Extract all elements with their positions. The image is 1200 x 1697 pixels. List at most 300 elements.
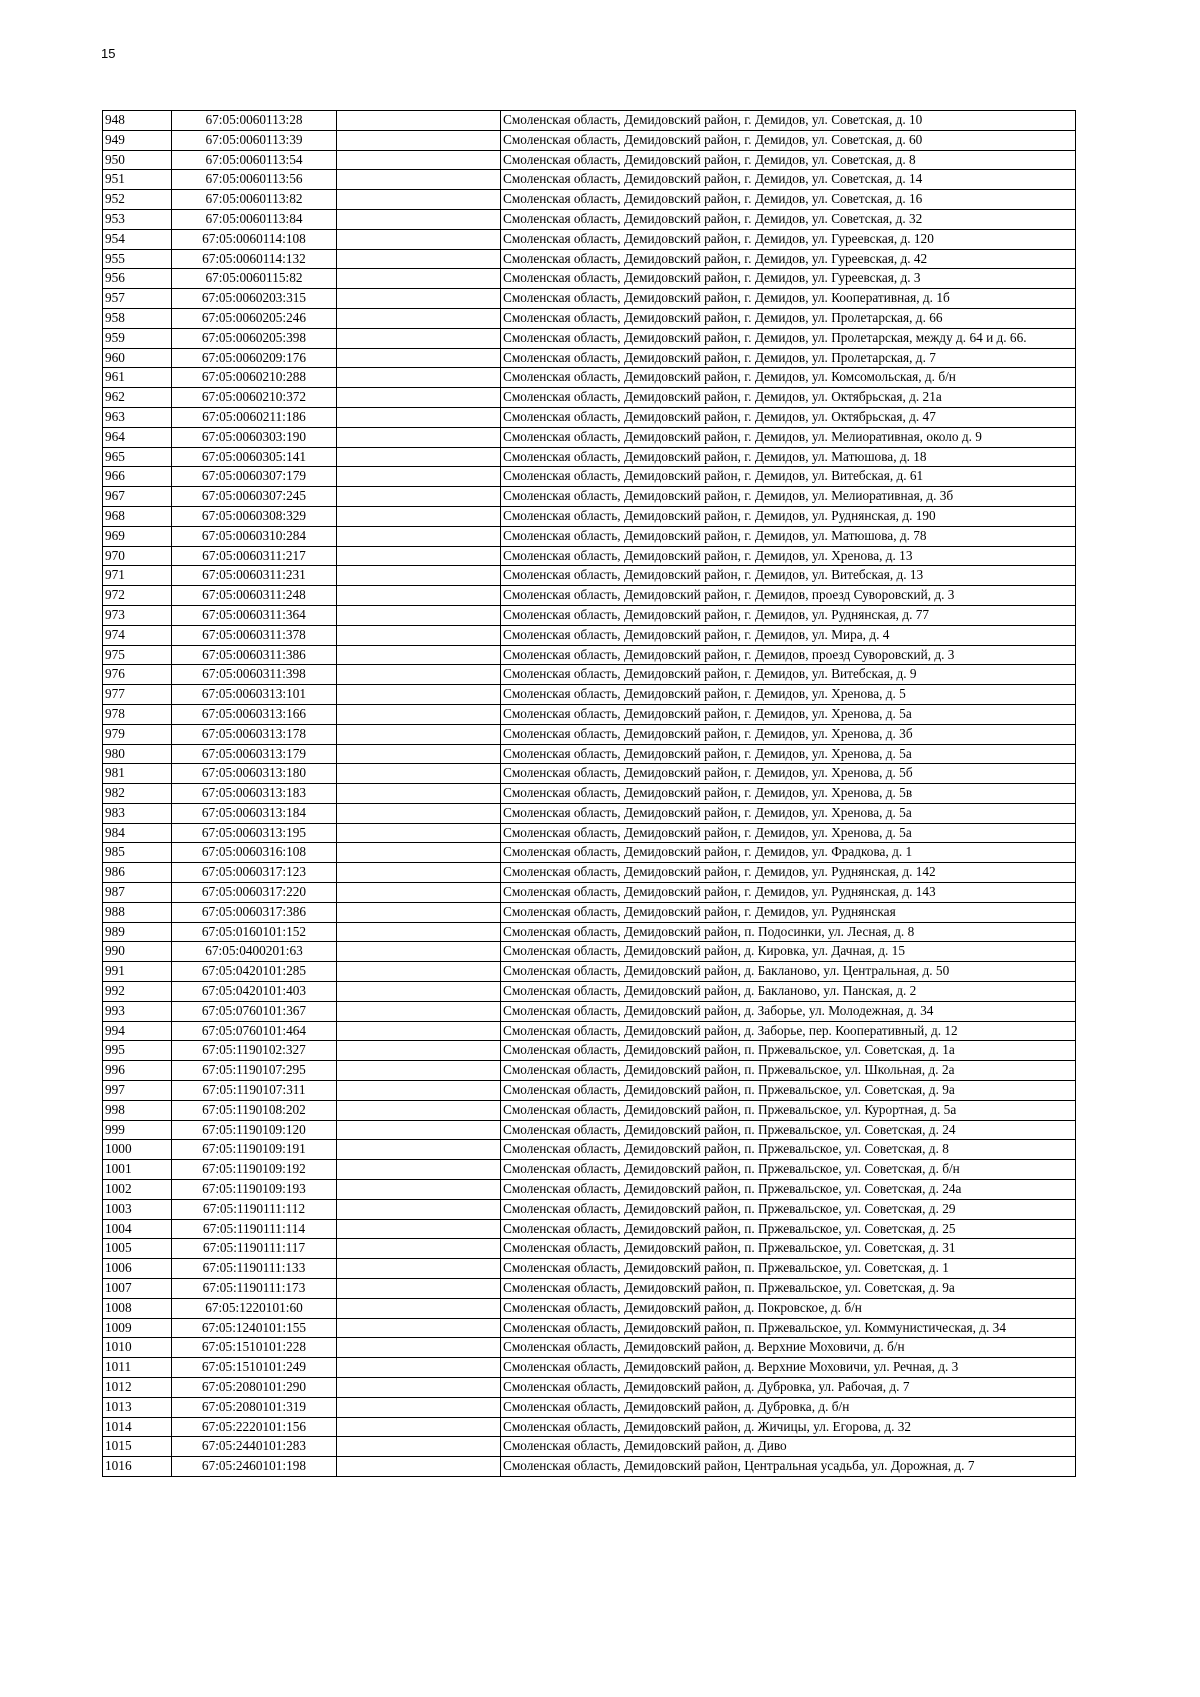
cadastral-number-cell: 67:05:0060313:184 xyxy=(172,803,337,823)
empty-cell xyxy=(337,1180,501,1200)
table-row xyxy=(103,1021,1076,1041)
address-cell: Смоленская область, Демидовский район, г. Демидов, ул. Мелиоративная, около д. 9 xyxy=(501,427,1076,447)
row-number-cell: 975 xyxy=(103,645,172,665)
table-row xyxy=(103,962,1076,982)
cadastral-number-cell: 67:05:0060316:108 xyxy=(172,843,337,863)
row-number-cell: 964 xyxy=(103,427,172,447)
cadastral-number-cell: 67:05:0060305:141 xyxy=(172,447,337,467)
empty-cell xyxy=(337,902,501,922)
empty-cell xyxy=(337,427,501,447)
address-cell: Смоленская область, Демидовский район, п. Пржевальское, ул. Советская, д. 9а xyxy=(501,1279,1076,1299)
empty-cell xyxy=(337,190,501,210)
empty-cell xyxy=(337,645,501,665)
row-number-cell: 987 xyxy=(103,883,172,903)
empty-cell xyxy=(337,328,501,348)
address-cell: Смоленская область, Демидовский район, д. Бакланово, ул. Панская, д. 2 xyxy=(501,982,1076,1002)
cadastral-number-cell: 67:05:0760101:464 xyxy=(172,1021,337,1041)
empty-cell xyxy=(337,1120,501,1140)
cadastral-number-cell: 67:05:0060311:386 xyxy=(172,645,337,665)
table-row xyxy=(103,328,1076,348)
empty-cell xyxy=(337,1378,501,1398)
address-cell: Смоленская область, Демидовский район, д. Кировка, ул. Дачная, д. 15 xyxy=(501,942,1076,962)
row-number-cell: 953 xyxy=(103,209,172,229)
row-number-cell: 962 xyxy=(103,388,172,408)
address-cell: Смоленская область, Демидовский район, г. Демидов, ул. Советская, д. 14 xyxy=(501,170,1076,190)
row-number-cell: 999 xyxy=(103,1120,172,1140)
empty-cell xyxy=(337,843,501,863)
cadastral-number-cell: 67:05:0060313:101 xyxy=(172,685,337,705)
cadastral-number-cell: 67:05:0060114:132 xyxy=(172,249,337,269)
table-row xyxy=(103,1437,1076,1457)
address-cell: Смоленская область, Демидовский район, г. Демидов, ул. Гуреевская, д. 120 xyxy=(501,229,1076,249)
row-number-cell: 1015 xyxy=(103,1437,172,1457)
address-cell: Смоленская область, Демидовский район, г. Демидов, ул. Хренова, д. 5а xyxy=(501,823,1076,843)
table-row xyxy=(103,1239,1076,1259)
table-row xyxy=(103,803,1076,823)
address-cell: Смоленская область, Демидовский район, г. Демидов, ул. Кооперативная, д. 1б xyxy=(501,289,1076,309)
empty-cell xyxy=(337,388,501,408)
empty-cell xyxy=(337,605,501,625)
row-number-cell: 1010 xyxy=(103,1338,172,1358)
address-cell: Смоленская область, Демидовский район, г. Демидов, ул. Руднянская, д. 143 xyxy=(501,883,1076,903)
address-cell: Смоленская область, Демидовский район, п. Пржевальское, ул. Советская, д. б/н xyxy=(501,1160,1076,1180)
address-cell: Смоленская область, Демидовский район, п. Пржевальское, ул. Коммунистическая, д. 34 xyxy=(501,1318,1076,1338)
table-row xyxy=(103,111,1076,131)
cadastral-number-cell: 67:05:1240101:155 xyxy=(172,1318,337,1338)
address-cell: Смоленская область, Демидовский район, г. Демидов, ул. Руднянская, д. 77 xyxy=(501,605,1076,625)
table-row xyxy=(103,605,1076,625)
row-number-cell: 1006 xyxy=(103,1259,172,1279)
empty-cell xyxy=(337,1041,501,1061)
table-row xyxy=(103,170,1076,190)
address-cell: Смоленская область, Демидовский район, д. Бакланово, ул. Центральная, д. 50 xyxy=(501,962,1076,982)
empty-cell xyxy=(337,506,501,526)
address-cell: Смоленская область, Демидовский район, п. Пржевальское, ул. Советская, д. 24 xyxy=(501,1120,1076,1140)
table-row xyxy=(103,467,1076,487)
row-number-cell: 965 xyxy=(103,447,172,467)
empty-cell xyxy=(337,289,501,309)
row-number-cell: 995 xyxy=(103,1041,172,1061)
row-number-cell: 1014 xyxy=(103,1417,172,1437)
table-row xyxy=(103,883,1076,903)
cadastral-number-cell: 67:05:1190107:295 xyxy=(172,1061,337,1081)
row-number-cell: 984 xyxy=(103,823,172,843)
cadastral-number-cell: 67:05:0060209:176 xyxy=(172,348,337,368)
row-number-cell: 998 xyxy=(103,1100,172,1120)
address-cell: Смоленская область, Демидовский район, г. Демидов, ул. Мира, д. 4 xyxy=(501,625,1076,645)
cadastral-number-cell: 67:05:0060205:246 xyxy=(172,308,337,328)
row-number-cell: 997 xyxy=(103,1081,172,1101)
table-row xyxy=(103,190,1076,210)
empty-cell xyxy=(337,586,501,606)
row-number-cell: 976 xyxy=(103,665,172,685)
cadastral-number-cell: 67:05:0060113:39 xyxy=(172,130,337,150)
empty-cell xyxy=(337,1001,501,1021)
address-cell: Смоленская область, Демидовский район, п. Пржевальское, ул. Советская, д. 8 xyxy=(501,1140,1076,1160)
row-number-cell: 1007 xyxy=(103,1279,172,1299)
row-number-cell: 950 xyxy=(103,150,172,170)
address-cell: Смоленская область, Демидовский район, д. Покровское, д. б/н xyxy=(501,1298,1076,1318)
address-cell: Смоленская область, Демидовский район, г. Демидов, ул. Фрадкова, д. 1 xyxy=(501,843,1076,863)
table-row xyxy=(103,982,1076,1002)
table-row xyxy=(103,1338,1076,1358)
empty-cell xyxy=(337,447,501,467)
table-row xyxy=(103,1259,1076,1279)
cadastral-number-cell: 67:05:1220101:60 xyxy=(172,1298,337,1318)
empty-cell xyxy=(337,1081,501,1101)
cadastral-number-cell: 67:05:2080101:319 xyxy=(172,1397,337,1417)
empty-cell xyxy=(337,1417,501,1437)
row-number-cell: 968 xyxy=(103,506,172,526)
empty-cell xyxy=(337,1318,501,1338)
address-cell: Смоленская область, Демидовский район, г. Демидов, ул. Советская, д. 16 xyxy=(501,190,1076,210)
address-cell: Смоленская область, Демидовский район, п. Пржевальское, ул. Советская, д. 1 xyxy=(501,1259,1076,1279)
empty-cell xyxy=(337,566,501,586)
address-cell: Смоленская область, Демидовский район, п. Пржевальское, ул. Советская, д. 29 xyxy=(501,1199,1076,1219)
cadastral-number-cell: 67:05:0060311:364 xyxy=(172,605,337,625)
address-cell: Смоленская область, Демидовский район, г. Демидов, ул. Советская, д. 60 xyxy=(501,130,1076,150)
cadastral-number-cell: 67:05:0400201:63 xyxy=(172,942,337,962)
address-cell: Смоленская область, Демидовский район, г. Демидов, ул. Пролетарская, д. 66 xyxy=(501,308,1076,328)
empty-cell xyxy=(337,467,501,487)
address-cell: Смоленская область, Демидовский район, п. Пржевальское, ул. Школьная, д. 2а xyxy=(501,1061,1076,1081)
address-cell: Смоленская область, Демидовский район, г. Демидов, ул. Гуреевская, д. 3 xyxy=(501,269,1076,289)
table-row xyxy=(103,209,1076,229)
row-number-cell: 1013 xyxy=(103,1397,172,1417)
row-number-cell: 949 xyxy=(103,130,172,150)
row-number-cell: 963 xyxy=(103,407,172,427)
empty-cell xyxy=(337,1140,501,1160)
row-number-cell: 971 xyxy=(103,566,172,586)
table-row xyxy=(103,1219,1076,1239)
table-row xyxy=(103,704,1076,724)
address-cell: Смоленская область, Демидовский район, г. Демидов, ул. Хренова, д. 5а xyxy=(501,803,1076,823)
row-number-cell: 951 xyxy=(103,170,172,190)
row-number-cell: 981 xyxy=(103,764,172,784)
row-number-cell: 990 xyxy=(103,942,172,962)
address-cell: Смоленская область, Демидовский район, д. Заборье, пер. Кооперативный, д. 12 xyxy=(501,1021,1076,1041)
table-row xyxy=(103,1417,1076,1437)
cadastral-number-cell: 67:05:0060311:217 xyxy=(172,546,337,566)
table-row xyxy=(103,526,1076,546)
table-row xyxy=(103,724,1076,744)
row-number-cell: 978 xyxy=(103,704,172,724)
address-cell: Смоленская область, Демидовский район, г. Демидов, ул. Советская, д. 8 xyxy=(501,150,1076,170)
address-cell: Смоленская область, Демидовский район, г. Демидов, ул. Хренова, д. 5в xyxy=(501,784,1076,804)
empty-cell xyxy=(337,942,501,962)
empty-cell xyxy=(337,883,501,903)
cadastral-number-cell: 67:05:0060313:195 xyxy=(172,823,337,843)
row-number-cell: 967 xyxy=(103,487,172,507)
address-cell: Смоленская область, Демидовский район, г. Демидов, ул. Пролетарская, д. 7 xyxy=(501,348,1076,368)
cadastral-number-cell: 67:05:0060317:123 xyxy=(172,863,337,883)
cadastral-number-cell: 67:05:1190111:112 xyxy=(172,1199,337,1219)
address-cell: Смоленская область, Демидовский район, г. Демидов, ул. Советская, д. 10 xyxy=(501,111,1076,131)
address-cell: Смоленская область, Демидовский район, п. Пржевальское, ул. Советская, д. 9а xyxy=(501,1081,1076,1101)
cadastral-number-cell: 67:05:0060113:28 xyxy=(172,111,337,131)
address-cell: Смоленская область, Демидовский район, г. Демидов, ул. Хренова, д. 5б xyxy=(501,764,1076,784)
address-cell: Смоленская область, Демидовский район, г. Демидов, ул. Хренова, д. 5 xyxy=(501,685,1076,705)
cadastral-number-cell: 67:05:1190111:133 xyxy=(172,1259,337,1279)
table-row xyxy=(103,1180,1076,1200)
empty-cell xyxy=(337,685,501,705)
table-row xyxy=(103,407,1076,427)
table-row xyxy=(103,130,1076,150)
table-row xyxy=(103,744,1076,764)
cadastral-number-cell: 67:05:1190102:327 xyxy=(172,1041,337,1061)
table-row xyxy=(103,645,1076,665)
row-number-cell: 983 xyxy=(103,803,172,823)
empty-cell xyxy=(337,724,501,744)
empty-cell xyxy=(337,229,501,249)
cadastral-number-cell: 67:05:0060313:180 xyxy=(172,764,337,784)
address-cell: Смоленская область, Демидовский район, г. Демидов, ул. Хренова, д. 5а xyxy=(501,744,1076,764)
empty-cell xyxy=(337,665,501,685)
table-row xyxy=(103,1001,1076,1021)
address-cell: Смоленская область, Демидовский район, п. Пржевальское, ул. Советская, д. 31 xyxy=(501,1239,1076,1259)
empty-cell xyxy=(337,1358,501,1378)
table-row xyxy=(103,1041,1076,1061)
table-row xyxy=(103,685,1076,705)
cadastral-number-cell: 67:05:0060317:386 xyxy=(172,902,337,922)
table-row xyxy=(103,784,1076,804)
address-cell: Смоленская область, Демидовский район, г. Демидов, ул. Руднянская, д. 190 xyxy=(501,506,1076,526)
table-row xyxy=(103,1279,1076,1299)
row-number-cell: 1004 xyxy=(103,1219,172,1239)
table-row xyxy=(103,863,1076,883)
cadastral-number-cell: 67:05:0420101:285 xyxy=(172,962,337,982)
table-row xyxy=(103,1100,1076,1120)
table-row xyxy=(103,546,1076,566)
page-number: 15 xyxy=(101,46,116,61)
empty-cell xyxy=(337,1279,501,1299)
address-cell: Смоленская область, Демидовский район, г. Демидов, проезд Суворовский, д. 3 xyxy=(501,645,1076,665)
empty-cell xyxy=(337,487,501,507)
row-number-cell: 1016 xyxy=(103,1457,172,1477)
row-number-cell: 961 xyxy=(103,368,172,388)
row-number-cell: 982 xyxy=(103,784,172,804)
address-cell: Смоленская область, Демидовский район, г. Демидов, ул. Витебская, д. 61 xyxy=(501,467,1076,487)
empty-cell xyxy=(337,1259,501,1279)
address-cell: Смоленская область, Демидовский район, г. Демидов, ул. Октябрьская, д. 21а xyxy=(501,388,1076,408)
cadastral-number-cell: 67:05:0060311:248 xyxy=(172,586,337,606)
table-row xyxy=(103,922,1076,942)
cadastral-number-cell: 67:05:1190111:117 xyxy=(172,1239,337,1259)
table-row xyxy=(103,1457,1076,1477)
empty-cell xyxy=(337,1219,501,1239)
cadastral-number-cell: 67:05:0060113:56 xyxy=(172,170,337,190)
empty-cell xyxy=(337,368,501,388)
cadastral-number-cell: 67:05:0060203:315 xyxy=(172,289,337,309)
empty-cell xyxy=(337,170,501,190)
cadastral-number-cell: 67:05:1190108:202 xyxy=(172,1100,337,1120)
cadastral-number-cell: 67:05:0060210:288 xyxy=(172,368,337,388)
table-row xyxy=(103,487,1076,507)
table-row xyxy=(103,764,1076,784)
row-number-cell: 985 xyxy=(103,843,172,863)
table-row xyxy=(103,269,1076,289)
table-row xyxy=(103,1061,1076,1081)
empty-cell xyxy=(337,1199,501,1219)
address-cell: Смоленская область, Демидовский район, п. Пржевальское, ул. Советская, д. 1а xyxy=(501,1041,1076,1061)
empty-cell xyxy=(337,1298,501,1318)
table-row xyxy=(103,289,1076,309)
cadastral-number-cell: 67:05:0060311:231 xyxy=(172,566,337,586)
address-cell: Смоленская область, Демидовский район, г. Демидов, ул. Руднянская, д. 142 xyxy=(501,863,1076,883)
cadastral-number-cell: 67:05:1190109:193 xyxy=(172,1180,337,1200)
address-cell: Смоленская область, Демидовский район, д. Жичицы, ул. Егорова, д. 32 xyxy=(501,1417,1076,1437)
cadastral-number-cell: 67:05:0060313:179 xyxy=(172,744,337,764)
table-row xyxy=(103,1378,1076,1398)
address-cell: Смоленская область, Демидовский район, Центральная усадьба, ул. Дорожная, д. 7 xyxy=(501,1457,1076,1477)
cadastral-number-cell: 67:05:1190111:173 xyxy=(172,1279,337,1299)
row-number-cell: 972 xyxy=(103,586,172,606)
empty-cell xyxy=(337,130,501,150)
row-number-cell: 989 xyxy=(103,922,172,942)
table-row xyxy=(103,843,1076,863)
cadastral-number-cell: 67:05:1190109:192 xyxy=(172,1160,337,1180)
table-row xyxy=(103,388,1076,408)
cadastral-number-cell: 67:05:2440101:283 xyxy=(172,1437,337,1457)
address-cell: Смоленская область, Демидовский район, п. Пржевальское, ул. Советская, д. 25 xyxy=(501,1219,1076,1239)
cadastral-number-cell: 67:05:0060310:284 xyxy=(172,526,337,546)
row-number-cell: 959 xyxy=(103,328,172,348)
empty-cell xyxy=(337,863,501,883)
empty-cell xyxy=(337,111,501,131)
cadastral-number-cell: 67:05:0060113:84 xyxy=(172,209,337,229)
empty-cell xyxy=(337,1397,501,1417)
cadastral-number-cell: 67:05:0060113:82 xyxy=(172,190,337,210)
address-cell: Смоленская область, Демидовский район, г. Демидов, ул. Хренова, д. 13 xyxy=(501,546,1076,566)
address-cell: Смоленская область, Демидовский район, г. Демидов, ул. Витебская, д. 9 xyxy=(501,665,1076,685)
cadastral-number-cell: 67:05:0160101:152 xyxy=(172,922,337,942)
row-number-cell: 1005 xyxy=(103,1239,172,1259)
cadastral-number-cell: 67:05:0060113:54 xyxy=(172,150,337,170)
cadastral-number-cell: 67:05:2220101:156 xyxy=(172,1417,337,1437)
row-number-cell: 994 xyxy=(103,1021,172,1041)
address-cell: Смоленская область, Демидовский район, г. Демидов, ул. Витебская, д. 13 xyxy=(501,566,1076,586)
table-row xyxy=(103,625,1076,645)
address-cell: Смоленская область, Демидовский район, г. Демидов, ул. Советская, д. 32 xyxy=(501,209,1076,229)
row-number-cell: 955 xyxy=(103,249,172,269)
row-number-cell: 1002 xyxy=(103,1180,172,1200)
row-number-cell: 1003 xyxy=(103,1199,172,1219)
cadastral-number-cell: 67:05:1510101:228 xyxy=(172,1338,337,1358)
cadastral-number-cell: 67:05:0060317:220 xyxy=(172,883,337,903)
row-number-cell: 986 xyxy=(103,863,172,883)
address-cell: Смоленская область, Демидовский район, д. Дубровка, д. б/н xyxy=(501,1397,1076,1417)
empty-cell xyxy=(337,625,501,645)
row-number-cell: 991 xyxy=(103,962,172,982)
row-number-cell: 956 xyxy=(103,269,172,289)
address-cell: Смоленская область, Демидовский район, д. Дубровка, ул. Рабочая, д. 7 xyxy=(501,1378,1076,1398)
empty-cell xyxy=(337,209,501,229)
empty-cell xyxy=(337,348,501,368)
cadastral-number-cell: 67:05:0760101:367 xyxy=(172,1001,337,1021)
table-row xyxy=(103,1199,1076,1219)
property-registry-table xyxy=(102,110,1076,1477)
table-row xyxy=(103,942,1076,962)
address-cell: Смоленская область, Демидовский район, п. Подосинки, ул. Лесная, д. 8 xyxy=(501,922,1076,942)
table-row xyxy=(103,1140,1076,1160)
cadastral-number-cell: 67:05:0060303:190 xyxy=(172,427,337,447)
cadastral-number-cell: 67:05:0060307:245 xyxy=(172,487,337,507)
row-number-cell: 988 xyxy=(103,902,172,922)
row-number-cell: 992 xyxy=(103,982,172,1002)
row-number-cell: 969 xyxy=(103,526,172,546)
row-number-cell: 1011 xyxy=(103,1358,172,1378)
empty-cell xyxy=(337,546,501,566)
table-row xyxy=(103,823,1076,843)
empty-cell xyxy=(337,1100,501,1120)
cadastral-number-cell: 67:05:1190109:191 xyxy=(172,1140,337,1160)
row-number-cell: 966 xyxy=(103,467,172,487)
empty-cell xyxy=(337,784,501,804)
empty-cell xyxy=(337,744,501,764)
empty-cell xyxy=(337,803,501,823)
empty-cell xyxy=(337,1457,501,1477)
table-row xyxy=(103,586,1076,606)
address-cell: Смоленская область, Демидовский район, г. Демидов, ул. Матюшова, д. 78 xyxy=(501,526,1076,546)
cadastral-number-cell: 67:05:1190109:120 xyxy=(172,1120,337,1140)
table-row xyxy=(103,1358,1076,1378)
empty-cell xyxy=(337,1061,501,1081)
row-number-cell: 970 xyxy=(103,546,172,566)
cadastral-number-cell: 67:05:0060313:166 xyxy=(172,704,337,724)
row-number-cell: 957 xyxy=(103,289,172,309)
table-row xyxy=(103,308,1076,328)
row-number-cell: 980 xyxy=(103,744,172,764)
table-row xyxy=(103,1160,1076,1180)
cadastral-number-cell: 67:05:0060307:179 xyxy=(172,467,337,487)
empty-cell xyxy=(337,1338,501,1358)
cadastral-number-cell: 67:05:0060114:108 xyxy=(172,229,337,249)
address-cell: Смоленская область, Демидовский район, г. Демидов, ул. Гуреевская, д. 42 xyxy=(501,249,1076,269)
address-cell: Смоленская область, Демидовский район, д. Верхние Моховичи, д. б/н xyxy=(501,1338,1076,1358)
table-row xyxy=(103,249,1076,269)
registry-body xyxy=(103,111,1076,1477)
empty-cell xyxy=(337,823,501,843)
table-row xyxy=(103,150,1076,170)
row-number-cell: 960 xyxy=(103,348,172,368)
table-row xyxy=(103,229,1076,249)
cadastral-number-cell: 67:05:0060311:398 xyxy=(172,665,337,685)
cadastral-number-cell: 67:05:0060313:178 xyxy=(172,724,337,744)
table-row xyxy=(103,902,1076,922)
row-number-cell: 1009 xyxy=(103,1318,172,1338)
address-cell: Смоленская область, Демидовский район, п. Пржевальское, ул. Советская, д. 24а xyxy=(501,1180,1076,1200)
cadastral-number-cell: 67:05:0060210:372 xyxy=(172,388,337,408)
empty-cell xyxy=(337,982,501,1002)
address-cell: Смоленская область, Демидовский район, г. Демидов, ул. Руднянская xyxy=(501,902,1076,922)
row-number-cell: 952 xyxy=(103,190,172,210)
empty-cell xyxy=(337,249,501,269)
table-row xyxy=(103,427,1076,447)
cadastral-number-cell: 67:05:0060211:186 xyxy=(172,407,337,427)
address-cell: Смоленская область, Демидовский район, п. Пржевальское, ул. Курортная, д. 5а xyxy=(501,1100,1076,1120)
row-number-cell: 974 xyxy=(103,625,172,645)
address-cell: Смоленская область, Демидовский район, г. Демидов, проезд Суворовский, д. 3 xyxy=(501,586,1076,606)
address-cell: Смоленская область, Демидовский район, д. Диво xyxy=(501,1437,1076,1457)
empty-cell xyxy=(337,1160,501,1180)
empty-cell xyxy=(337,269,501,289)
cadastral-number-cell: 67:05:1190111:114 xyxy=(172,1219,337,1239)
empty-cell xyxy=(337,308,501,328)
table-row xyxy=(103,348,1076,368)
table-row xyxy=(103,1318,1076,1338)
address-cell: Смоленская область, Демидовский район, г. Демидов, ул. Комсомольская, д. б/н xyxy=(501,368,1076,388)
table-row xyxy=(103,447,1076,467)
